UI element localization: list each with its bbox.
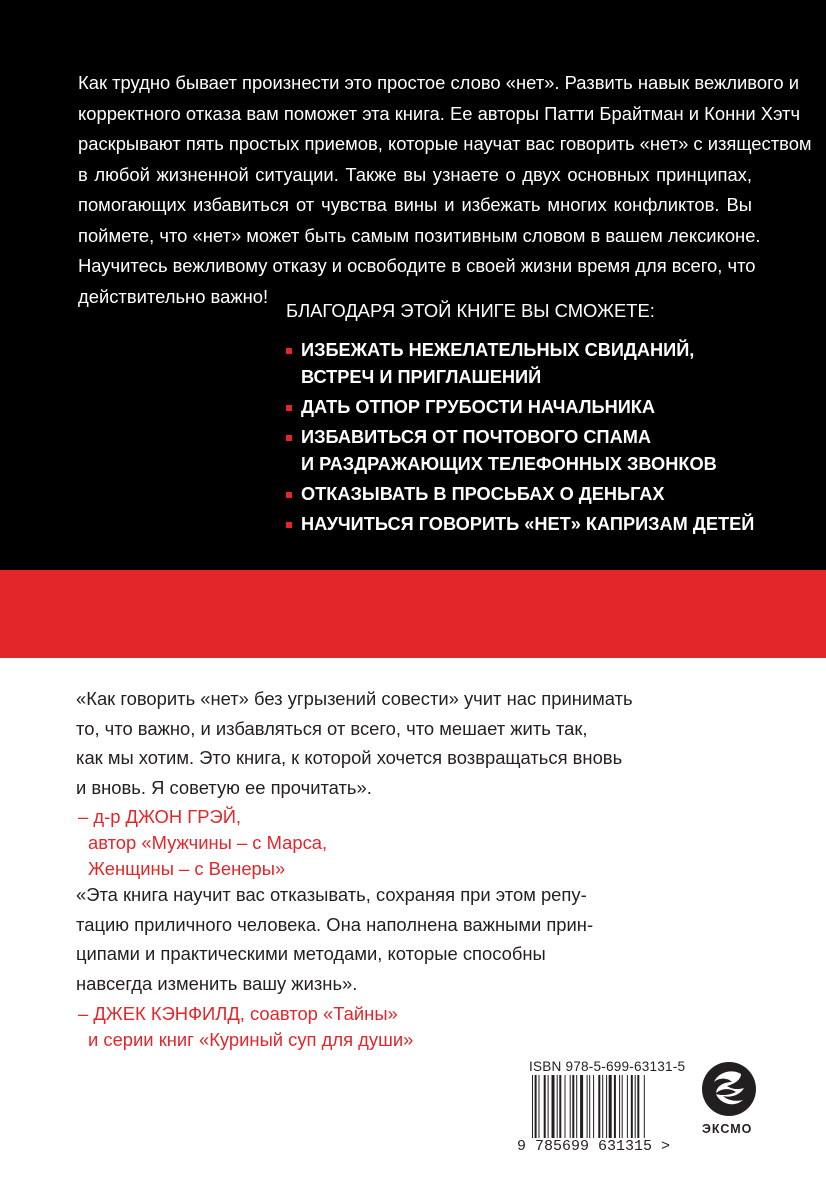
barcode-digits: 9 785699 631315 > xyxy=(517,1138,671,1155)
intro-line: Научитесь вежливому отказу и освободите в своей жизни время для всего, что xyxy=(78,255,756,276)
benefit-item xyxy=(286,337,754,391)
benefit-line: ОТКАЗЫВАТЬ В ПРОСЬБАХ О ДЕНЬГАХ xyxy=(301,484,665,504)
attribution-gray xyxy=(78,804,327,882)
quote-line: «Как говорить «нет» без угрызений совести» учит нас принимать xyxy=(76,688,633,709)
intro-line: в любой жизненной ситуации. Также вы узнаете о двух основных принципах, xyxy=(78,163,752,185)
benefit-item xyxy=(286,394,754,421)
publisher-name: ЭКСМО xyxy=(702,1122,753,1136)
intro-line: корректного отказа вам поможет эта книга. Ее авторы Патти Брайтман и Конни Хэтч xyxy=(78,102,801,124)
quote-line: ципами и практическими методами, которые способны xyxy=(76,943,546,964)
benefit-item xyxy=(286,511,754,538)
benefit-line: ИЗБАВИТЬСЯ ОТ ПОЧТОВОГО СПАМА xyxy=(301,427,652,447)
intro-paragraph xyxy=(78,68,812,312)
square-bullet-icon xyxy=(286,435,292,441)
square-bullet-icon xyxy=(286,405,292,411)
intro-line: действительно важно! xyxy=(78,285,269,307)
isbn-number: ISBN 978-5-699-63131-5 xyxy=(529,1059,686,1074)
quote-line: тацию приличного человека. Она наполнена важными прин- xyxy=(76,913,594,935)
attribution-line: – ДЖЕК КЭНФИЛД, соавтор «Тайны» xyxy=(78,1003,398,1024)
quote-line: «Эта книга научит вас отказывать, сохраняя при этом репу- xyxy=(76,884,587,905)
intro-line: помогающих избавиться от чувства вины и избежать многих конфликтов. Вы xyxy=(78,194,752,215)
benefits-heading: БЛАГОДАРЯ ЭТОЙ КНИГЕ ВЫ СМОЖЕТЕ: xyxy=(286,300,655,321)
intro-line: поймете, что «нет» может быть самым позитивным словом в вашем лексиконе. xyxy=(78,224,761,246)
benefit-line: НАУЧИТЬСЯ ГОВОРИТЬ «НЕТ» КАПРИЗАМ ДЕТЕЙ xyxy=(301,514,755,534)
benefits-list xyxy=(286,337,754,541)
attribution-line: – д-р ДЖОН ГРЭЙ, xyxy=(78,806,242,827)
benefit-line: И РАЗДРАЖАЮЩИХ ТЕЛЕФОННЫХ ЗВОНКОВ xyxy=(301,454,717,474)
quote-line: и вновь. Я советую ее прочитать». xyxy=(76,776,372,798)
square-bullet-icon xyxy=(286,348,292,354)
quote-line: навсегда изменить вашу жизнь». xyxy=(76,972,358,994)
square-bullet-icon xyxy=(286,492,292,498)
quote-gray xyxy=(76,684,633,802)
square-bullet-icon xyxy=(286,522,292,528)
benefit-line: ВСТРЕЧ И ПРИГЛАШЕНИЙ xyxy=(301,367,542,387)
intro-line: раскрывают пять простых приемов, которые научат вас говорить «нет» с изяществом xyxy=(78,133,812,154)
attribution-canfield xyxy=(78,1001,413,1053)
intro-line: Как трудно бывает произнести это простое слово «нет». Развить навык вежливого и xyxy=(78,72,799,93)
red-band xyxy=(0,570,826,658)
attribution-line: Женщины – с Венеры» xyxy=(88,858,286,879)
quote-line: то, что важно, и избавляться от всего, что мешает жить так, xyxy=(76,717,588,739)
quote-canfield xyxy=(76,880,593,998)
attribution-line: автор «Мужчины – с Марса, xyxy=(88,832,328,853)
barcode-icon xyxy=(532,1075,677,1138)
benefit-line: ИЗБЕЖАТЬ НЕЖЕЛАТЕЛЬНЫХ СВИДАНИЙ, xyxy=(301,340,695,360)
benefit-item xyxy=(286,481,754,508)
quote-line: как мы хотим. Это книга, к которой хочется возвращаться вновь xyxy=(76,747,623,768)
eksmo-logo-icon xyxy=(700,1060,758,1118)
attribution-line: и серии книг «Куриный суп для души» xyxy=(88,1029,414,1050)
benefit-line: ДАТЬ ОТПОР ГРУБОСТИ НАЧАЛЬНИКА xyxy=(301,397,656,417)
benefit-item xyxy=(286,424,754,478)
